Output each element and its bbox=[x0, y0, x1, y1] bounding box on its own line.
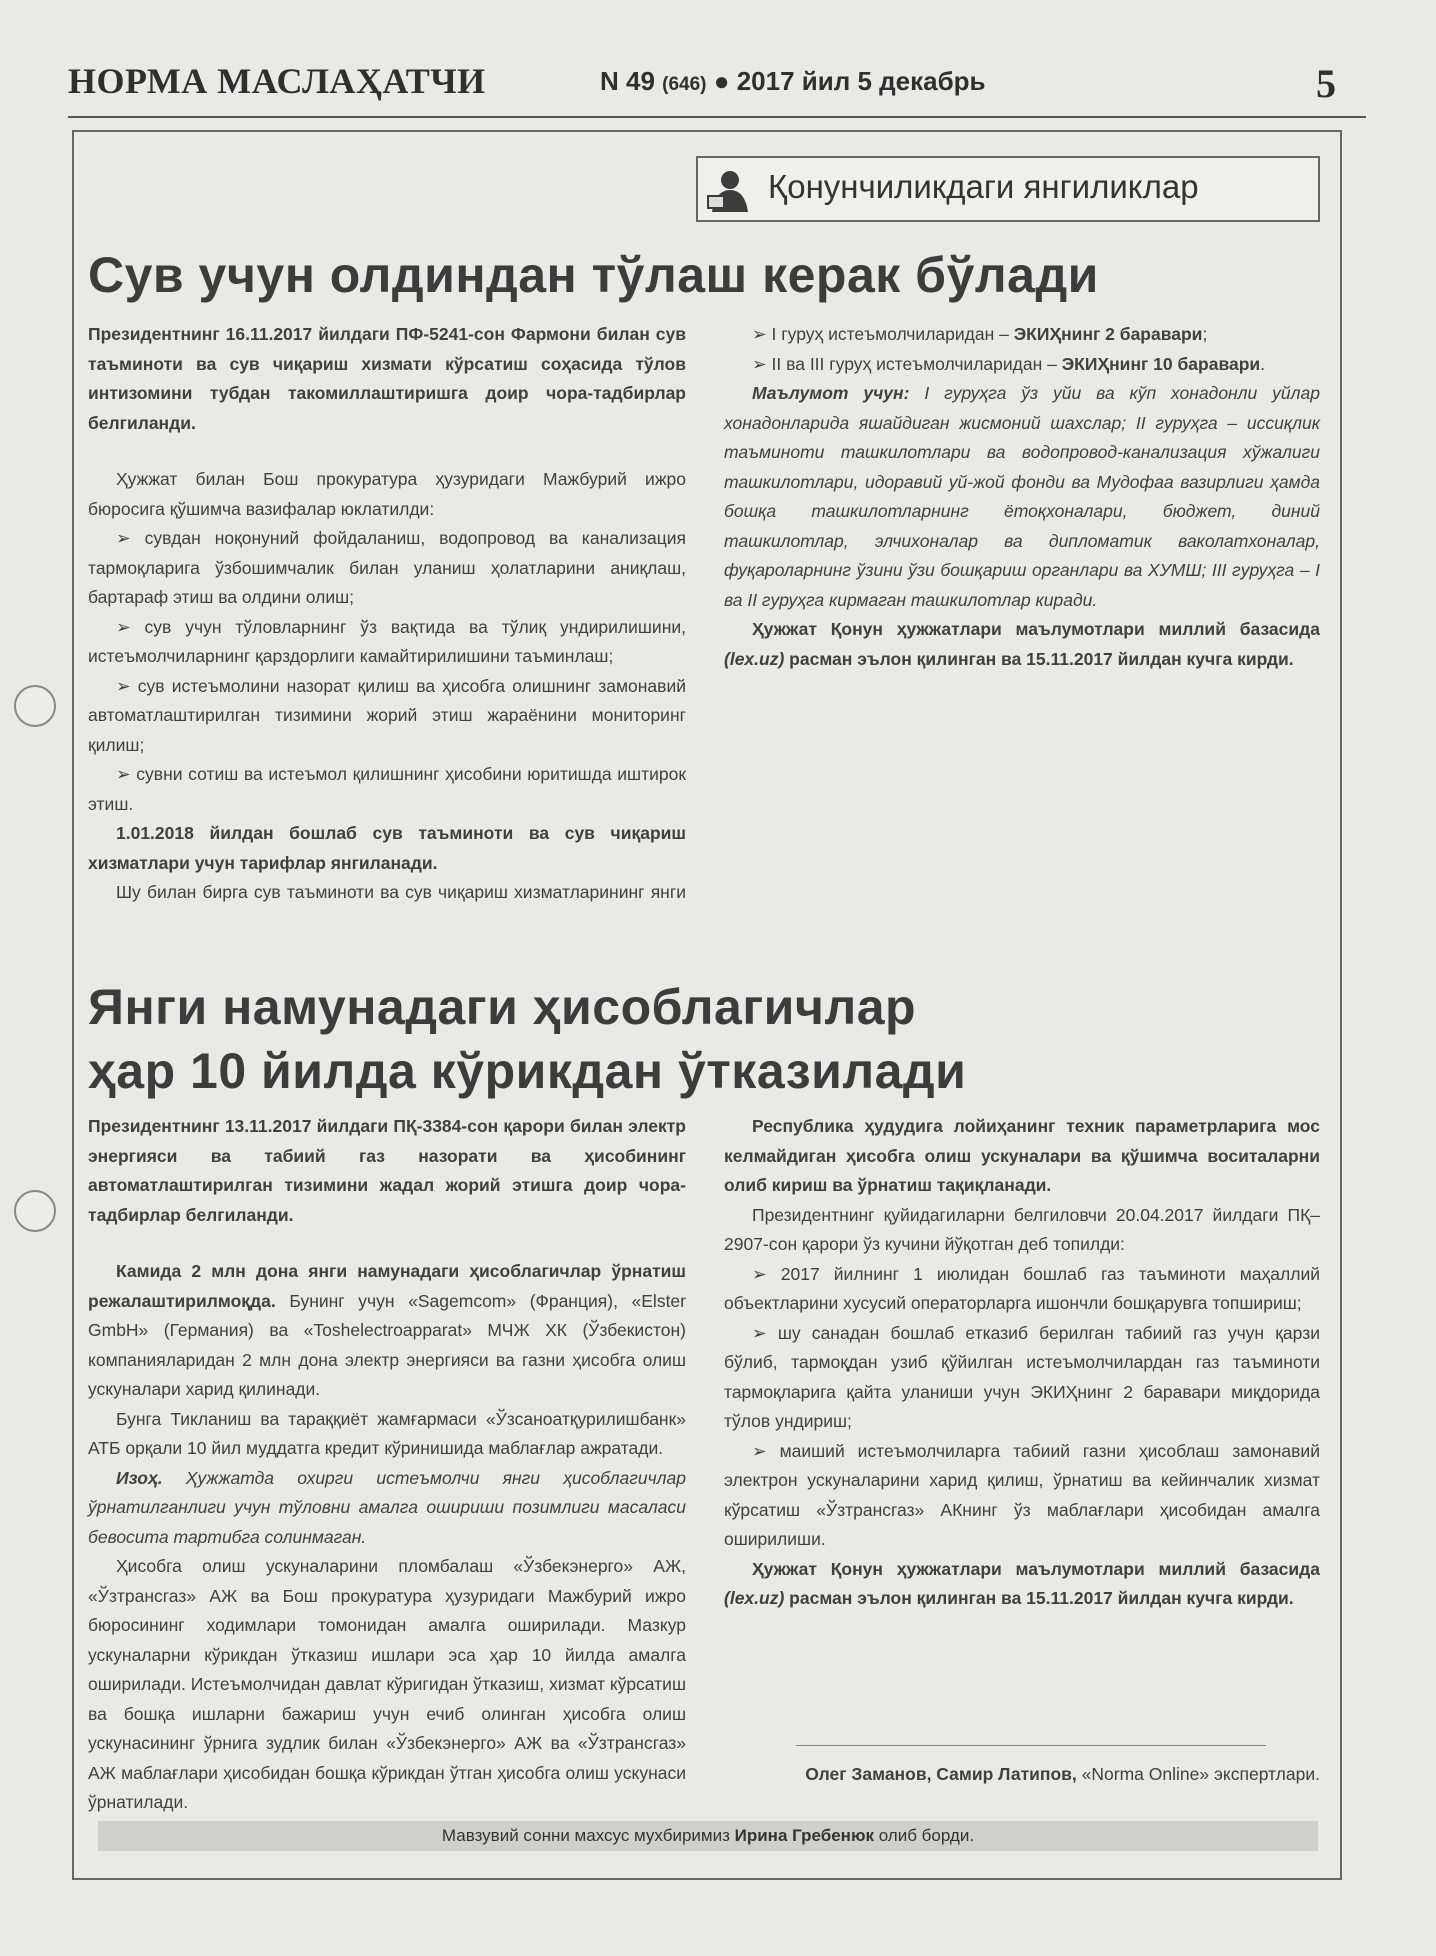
article1-info-note: Маълумот учун: I гуруҳга ўз уйи ва кўп хонадонли уйлар хонадонларида яшайдиган жисмоний шахслар; II гуруҳга – иссиқлик таъминоти ташкилотлари ва водопровод-канализация хўжалиги ташкилотлари, идоравий уй-жой фонди ва Мудофаа вазирлиги ҳамда бошқа ташкилотларнинг ётоқхоналари, бюджет, диний ташкилотлар, элчихоналар ва дипломатик ваколатхоналар, фуқароларнинг ўзини ўзи бошқариш органлари ва ХУМШ; III гуруҳга – I ва II гуруҳга кирмаган ташкилотлар киради. bbox=[724, 383, 1320, 610]
masthead bbox=[68, 60, 1336, 112]
page-number: 5 bbox=[1316, 61, 1336, 106]
article2-bullet: ➢ 2017 йилнинг 1 июлидан бошлаб газ таъминоти маҳаллий объектларини хусусий операторларга ишончли бошқарувга топшириш; bbox=[724, 1260, 1320, 1319]
article1-col-right bbox=[724, 320, 1320, 674]
article2-authors: Олег Заманов, Самир Латипов, «Norma Online» экспертлари. bbox=[805, 1764, 1320, 1784]
article2-lead: Президентнинг 13.11.2017 йилдаги ПҚ-3384-сон қарори билан электр энергияси ва табиий газ назорати ва ҳисобининг автоматлаштирилган тизимини жадал жорий этишга доир чора-тадбирлар белгиланди. bbox=[88, 1116, 686, 1225]
article2-col-right bbox=[724, 1112, 1320, 1614]
signature-divider bbox=[796, 1745, 1266, 1746]
punch-hole-icon bbox=[14, 685, 56, 727]
article2-title-line2: ҳар 10 йилда кўрикдан ўтказилади bbox=[88, 1043, 967, 1099]
article1-bold-paragraph: 1.01.2018 йилдан бошлаб сув таъминоти ва сув чиқариш хизматлари учун тарифлар янгиланади. bbox=[88, 823, 686, 873]
issue-info bbox=[600, 66, 986, 97]
issue-total: (646) bbox=[662, 74, 707, 95]
article1-paragraph: Ҳужжат билан Бош прокуратура ҳузуридаги Мажбурий ижро бюросига қўшимча вазифалар юклатилди: bbox=[88, 469, 686, 519]
issue-number: N 49 bbox=[600, 66, 655, 96]
article1-bullet: ➢ сувни сотиш ва истеъмол қилишнинг ҳисобини юритишда иштирок этиш. bbox=[88, 760, 686, 819]
issue-date: 2017 йил 5 декабрь bbox=[736, 66, 986, 96]
article1-col-left bbox=[88, 320, 686, 907]
section-tag-label: Қонунчиликдаги янгиликлар bbox=[768, 168, 1199, 205]
punch-hole-icon bbox=[14, 1190, 56, 1232]
article1-group-item: ➢ II ва III гуруҳ истеъмолчиларидан – ЭКИҲнинг 10 баравари. bbox=[724, 350, 1320, 380]
footer-credit: Мавзувий сонни махсус мухбиримиз Ирина Гребенюк олиб борди. bbox=[98, 1821, 1318, 1851]
article1-bullet: ➢ сув учун тўловларнинг ўз вақтида ва тўлиқ ундирилишини, истеъмолчиларнинг қарздорлиги камайтирилишини таъминлаш; bbox=[88, 613, 686, 672]
article1-paragraph: Шу билан бирга сув таъминоти ва сув чиқариш хизматларининг янги bbox=[116, 882, 686, 902]
article2-bullet: ➢ маиший истеъмолчиларга табиий газни ҳисоблаш замонавий электрон ускуналарини харид қилиш, ўрнатиш ва кейинчалик хизмат кўрсатиш «Ўзтрансгаз» АКнинг ўз маблағлари ҳисобидан амалга оширилиши. bbox=[724, 1437, 1320, 1555]
bullet-dot-icon: ● bbox=[713, 66, 730, 96]
article2-bullet: ➢ шу санадан бошлаб етказиб берилган табиий газ учун қарзи бўлиб, тармоқдан узиб қўйилган истеъмолчилардан газ таъминоти тармоқларига қайта уланиши учун ЭКИҲнинг 2 баравари миқдорида тўлов ундириш; bbox=[724, 1319, 1320, 1437]
header-divider bbox=[68, 116, 1366, 118]
article2-bold-paragraph: Республика ҳудудига лойиҳанинг техник параметрларига мос келмайдиган ҳисобга олиш ускуналари ва қўшимча воситаларни олиб кириш ва ўрнатиш тақиқланади. bbox=[724, 1116, 1320, 1195]
article1-bullet: ➢ сувдан ноқонуний фойдаланиш, водопровод ва канализация тармоқларига ўзбошимчалик билан уланиш ҳолатларини аниқлаш, бартараф этиш ва олдини олиш; bbox=[88, 524, 686, 613]
article1-bullet: ➢ сув истеъмолини назорат қилиш ва ҳисобга олишнинг замонавий автоматлаштирилган тизимини жорий этиш жараёнини мониторинг қилиш; bbox=[88, 672, 686, 761]
article1-group-item: ➢ I гуруҳ истеъмолчиларидан – ЭКИҲнинг 2 баравари; bbox=[724, 320, 1320, 350]
article2-paragraph: Камида 2 млн дона янги намунадаги ҳисоблагичлар ўрнатиш режалаштирилмоқда. Бунинг учун «Sagemcom» (Франция), «Elster GmbH» (Германия) ва «Toshelectroapparat» МЧЖ ХК (Ўзбекистон) компанияларидан 2 млн дона электр энергияси ва газни ҳисобга олиш ускуналари харид қилинади. bbox=[88, 1261, 686, 1399]
article1-lead: Президентнинг 16.11.2017 йилдаги ПФ-5241-сон Фармони билан сув таъминоти ва сув чиқариш хизмати кўрсатиш соҳасида тўлов интизомини тубдан такомиллаштиришга доир чора-тадбирлар белгиланди. bbox=[88, 324, 686, 433]
article2-title-line1: Янги намунадаги ҳисоблагичлар bbox=[88, 979, 917, 1035]
newspaper-title: НОРМА МАСЛАҲАТЧИ bbox=[68, 61, 486, 101]
figure-reading-icon bbox=[704, 166, 754, 214]
article2-paragraph: Президентнинг қуйидагиларни белгиловчи 20.04.2017 йилдаги ПҚ–2907-сон қарори ўз кучини йўқотган деб топилди: bbox=[724, 1204, 1320, 1254]
article2-paragraph: Ҳисобга олиш ускуналарини пломбалаш «Ўзбекэнерго» АЖ, «Ўзтрансгаз» АЖ ва Бош прокуратура ҳузуридаги Мажбурий ижро бюросининг ходимлари томонидан амалга оширилади. Мазкур ускуналарни кўрикдан ўтказиш ишлари эса ҳар 10 йилда амалга оширилади. Истеъмолчидан давлат кўригидан ўтказиш, хизмат кўрсатиш ва бошқа ишларни бажариш учун ечиб олинган ҳисобга олиш ускунасининг ўрнига зудлик билан «Ўзбекэнерго» АЖ ва «Ўзтрансгаз» АЖ маблағлари ҳисобидан бошқа кўрикдан ўтган ҳисобга олиш ускунаси ўрнатилади. bbox=[88, 1556, 686, 1812]
article2-note: Изоҳ. Ҳужжатда охирги истеъмолчи янги ҳисоблагичлар ўрнатилганлиги учун тўловни амалга ошириши позимлиги масаласи бевосита тартибга солинмаган. bbox=[88, 1467, 686, 1547]
article1-closing: Ҳужжат Қонун ҳужжатлари маълумотлари миллий базасида (lex.uz) расман эълон қилинган ва 15.11.2017 йилдан кучга кирди. bbox=[724, 619, 1320, 669]
article2-paragraph: Бунга Тикланиш ва тараққиёт жамғармаси «Ўзсаноатқурилишбанк» АТБ орқали 10 йил муддатга кредит кўринишида маблағлар ажратади. bbox=[88, 1408, 686, 1458]
article2-closing: Ҳужжат Қонун ҳужжатлари маълумотлари миллий базасида (lex.uz) расман эълон қилинган ва 15.11.2017 йилдан кучга кирди. bbox=[724, 1558, 1320, 1608]
section-tag bbox=[696, 156, 1320, 222]
article2-col-left bbox=[88, 1112, 686, 1818]
article1-title: Сув учун олдиндан тўлаш керак бўлади bbox=[88, 247, 1099, 303]
